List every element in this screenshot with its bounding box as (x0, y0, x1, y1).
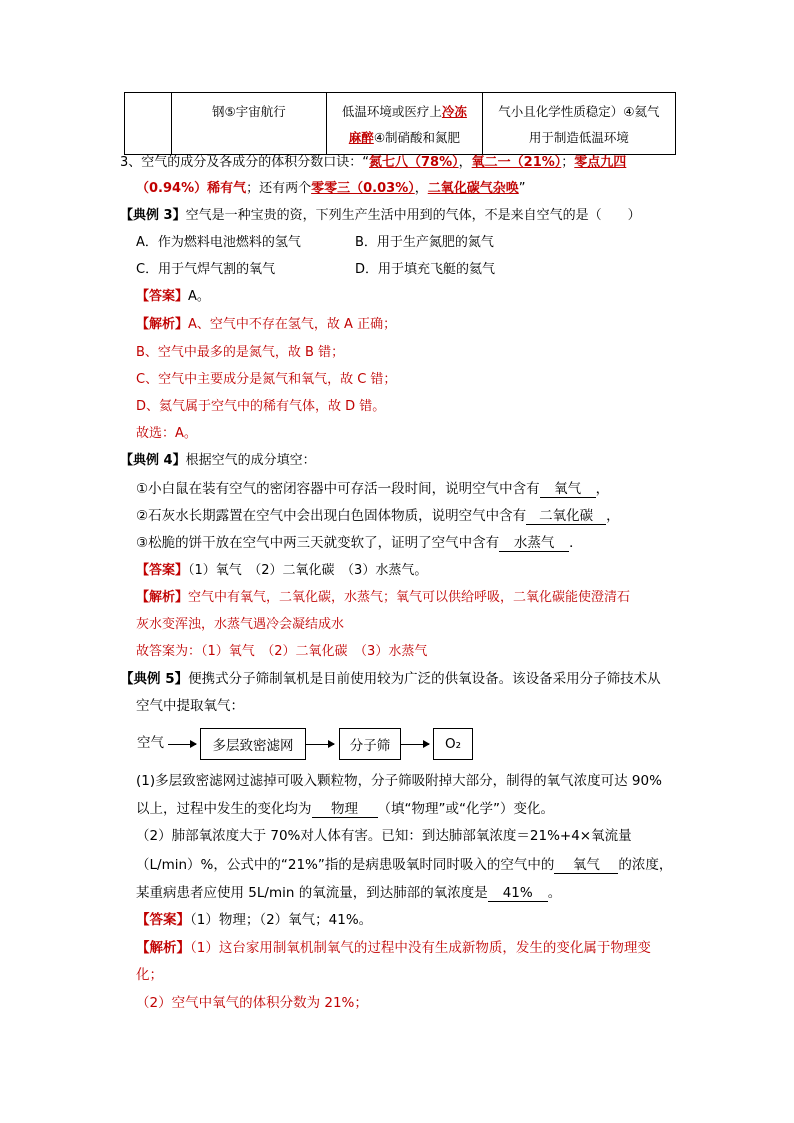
example-5-part-2-line-3: 某重病患者应使用 5L/min 的氧流量，到达肺部的氧浓度是 41% 。 (136, 885, 562, 901)
example-4-item-1: ①小白鼠在装有空气的密闭容器中可存活一段时间，说明空气中含有 氧气 ， (136, 481, 610, 497)
example-3-answer: 【答案】A。 (136, 289, 210, 304)
example-4-item-2: ②石灰水长期露置在空气中会出现白色固体物质，说明空气中含有 二氧化碳 ， (136, 508, 620, 524)
flow-node-o2: O₂ (433, 728, 473, 760)
mnemonic-line-1: 3、空气的成分及各成分的体积分数口诀：“氮七八（78%），氧二一（21%）；零点九四 (120, 155, 627, 170)
example-5-explanation-2: 化； (136, 967, 163, 983)
components-table (124, 92, 676, 155)
example-5-part-1-line-1: (1)多层致密滤网过滤掉可吸入颗粒物，分子筛吸附掉大部分，制得的氧气浓度可达 90% (136, 773, 662, 789)
example-5-question-2: 空气中提取氧气： (136, 698, 244, 714)
table-cell-empty (125, 93, 172, 155)
flow-arrow-1 (168, 744, 196, 745)
example-4-answer: 【答案】（1）氧气 （2）二氧化碳 （3）水蒸气。 (136, 563, 428, 578)
table-row (125, 93, 676, 155)
option-d: D．用于填充飞艇的氦气 (355, 262, 496, 277)
option-b: B．用于生产氮肥的氮气 (355, 235, 494, 250)
flow-arrow-2 (306, 744, 334, 745)
table-cell: 低温环境或医疗上冷冻 麻醉④制硝酸和氮肥 (327, 93, 483, 155)
table-cell: 钢⑤宇宙航行 (171, 93, 327, 155)
flow-arrow-3 (401, 744, 429, 745)
example-3-explanation-3: C、空气中主要成分是氮气和氧气，故 C 错； (136, 372, 397, 387)
example-5-explanation-3: （2）空气中氧气的体积分数为 21%； (136, 995, 368, 1011)
mnemonic-line-2: （0.94%）稀有气；还有两个零零三（0.03%），二氧化碳气杂唤” (136, 181, 526, 196)
flow-node-filter: 多层致密滤网 (200, 728, 306, 760)
example-3-explanation-2: B、空气中最多的是氮气，故 B 错； (136, 345, 345, 360)
example-4-item-3: ③松脆的饼干放在空气中两三天就变软了，证明了空气中含有 水蒸气 ． (136, 535, 583, 551)
example-5-question-1: 【典例 5】便携式分子筛制氧机是目前使用较为广泛的供氧设备。该设备采用分子筛技术从 (120, 671, 661, 687)
flow-node-air: 空气 (137, 735, 164, 751)
example-3-explanation-1: 【解析】A、空气中不存在氢气，故 A 正确； (136, 317, 397, 332)
example-4-explanation-1: 【解析】空气中有氧气，二氧化碳，水蒸气；氧气可以供给呼吸，二氧化碳能使澄清石 (136, 590, 631, 605)
example-4-question: 【典例 4】根据空气的成分填空： (120, 453, 316, 468)
example-4-final-answer: 故答案为：（1）氧气 （2）二氧化碳 （3）水蒸气 (136, 644, 428, 659)
example-3-question: 【典例 3】空气是一种宝贵的资，下列生产生活中用到的气体，不是来自空气的是（ ） (120, 208, 641, 223)
example-5-part-2-line-1: （2）肺部氧浓度大于 70%对人体有害。已知：到达肺部氧浓度＝21%+4×氧流量 (136, 828, 632, 844)
flow-node-sieve: 分子筛 (339, 728, 401, 760)
option-c: C．用于气焊气割的氧气 (136, 262, 276, 277)
example-5-part-2-line-2: （L/min）%，公式中的“21%”指的是病患吸氧时同时吸入的空气中的 氧气 的浓度， (136, 857, 673, 873)
example-3-pick: 故选：A。 (136, 426, 197, 441)
example-5-answer: 【答案】（1）物理；（2）氧气；41%。 (136, 912, 373, 928)
table-cell: 气小且化学性质稳定）④氦气 用于制造低温环境 (482, 93, 675, 155)
option-a: A．作为燃料电池燃料的氢气 (136, 235, 301, 250)
example-5-part-1-line-2: 以上，过程中发生的变化均为 物理 （填“物理”或“化学”）变化。 (136, 801, 554, 817)
example-5-explanation-1: 【解析】（1）这台家用制氧机制氧气的过程中没有生成新物质，发生的变化属于物理变 (136, 940, 651, 956)
example-3-explanation-4: D、氦气属于空气中的稀有气体，故 D 错。 (136, 399, 386, 414)
example-4-explanation-2: 灰水变浑浊，水蒸气遇冷会凝结成水 (136, 617, 345, 632)
